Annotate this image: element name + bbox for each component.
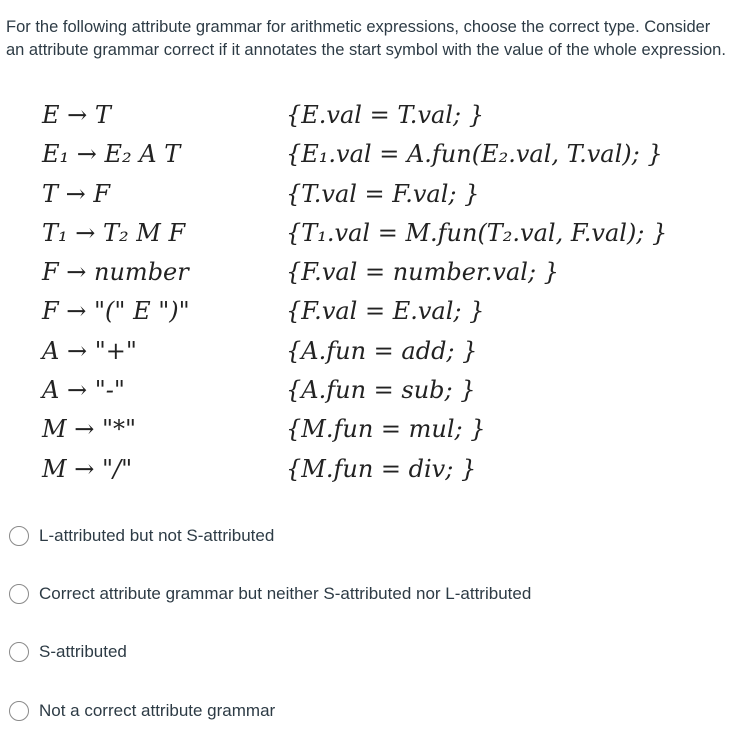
production: M → "*" (42, 415, 137, 444)
grammar-rule (0, 139, 735, 178)
production: F → number (42, 258, 189, 287)
answer-option-s-attributed[interactable] (9, 640, 127, 664)
semantic-action: {A.fun = sub; } (286, 376, 476, 405)
grammar-rule (0, 179, 735, 218)
production: A → "-" (42, 376, 125, 405)
semantic-action: {A.fun = add; } (286, 336, 478, 365)
grammar-rule (0, 336, 735, 375)
production: E₁ → E₂ A T (42, 140, 181, 169)
option-label: Correct attribute grammar but neither S-attributed nor L-attributed (39, 584, 532, 603)
grammar-rule (0, 257, 735, 296)
grammar-rule (0, 375, 735, 414)
radio-button[interactable] (9, 642, 29, 662)
production: E → T (42, 101, 111, 129)
grammar-rule (0, 218, 735, 257)
production: M → "/" (42, 454, 133, 483)
question-text: For the following attribute grammar for arithmetic expressions, choose the correct type. Consider an attribute grammar correct if it annotates the start symbol with the value of the whole expression. (6, 18, 726, 59)
answer-option-neither[interactable] (9, 582, 531, 606)
semantic-action: {M.fun = div; } (286, 454, 477, 483)
semantic-action: {E.val = T.val; } (286, 101, 484, 129)
answer-option-not-correct[interactable] (9, 699, 275, 723)
radio-button[interactable] (9, 584, 29, 604)
semantic-action: {T₁.val = M.fun(T₂.val, F.val); } (286, 218, 668, 247)
production: T₁ → T₂ M F (42, 218, 186, 247)
option-label: S-attributed (39, 642, 127, 661)
grammar-table (0, 100, 735, 493)
radio-button[interactable] (9, 701, 29, 721)
semantic-action: {E₁.val = A.fun(E₂.val, T.val); } (286, 140, 663, 169)
production: T → F (42, 179, 111, 208)
grammar-rule (0, 454, 735, 493)
production: A → "+" (42, 336, 137, 365)
semantic-action: {F.val = number.val; } (286, 258, 559, 287)
option-label: L-attributed but not S-attributed (39, 526, 275, 545)
production: F → "(" E ")" (42, 297, 190, 326)
radio-button[interactable] (9, 526, 29, 546)
grammar-rule (0, 414, 735, 453)
grammar-rule (0, 100, 735, 139)
option-label: Not a correct attribute grammar (39, 701, 276, 720)
answer-option-l-attributed[interactable] (9, 524, 274, 548)
grammar-rule (0, 296, 735, 335)
semantic-action: {M.fun = mul; } (286, 415, 486, 444)
semantic-action: {F.val = E.val; } (286, 297, 485, 326)
semantic-action: {T.val = F.val; } (286, 179, 480, 208)
